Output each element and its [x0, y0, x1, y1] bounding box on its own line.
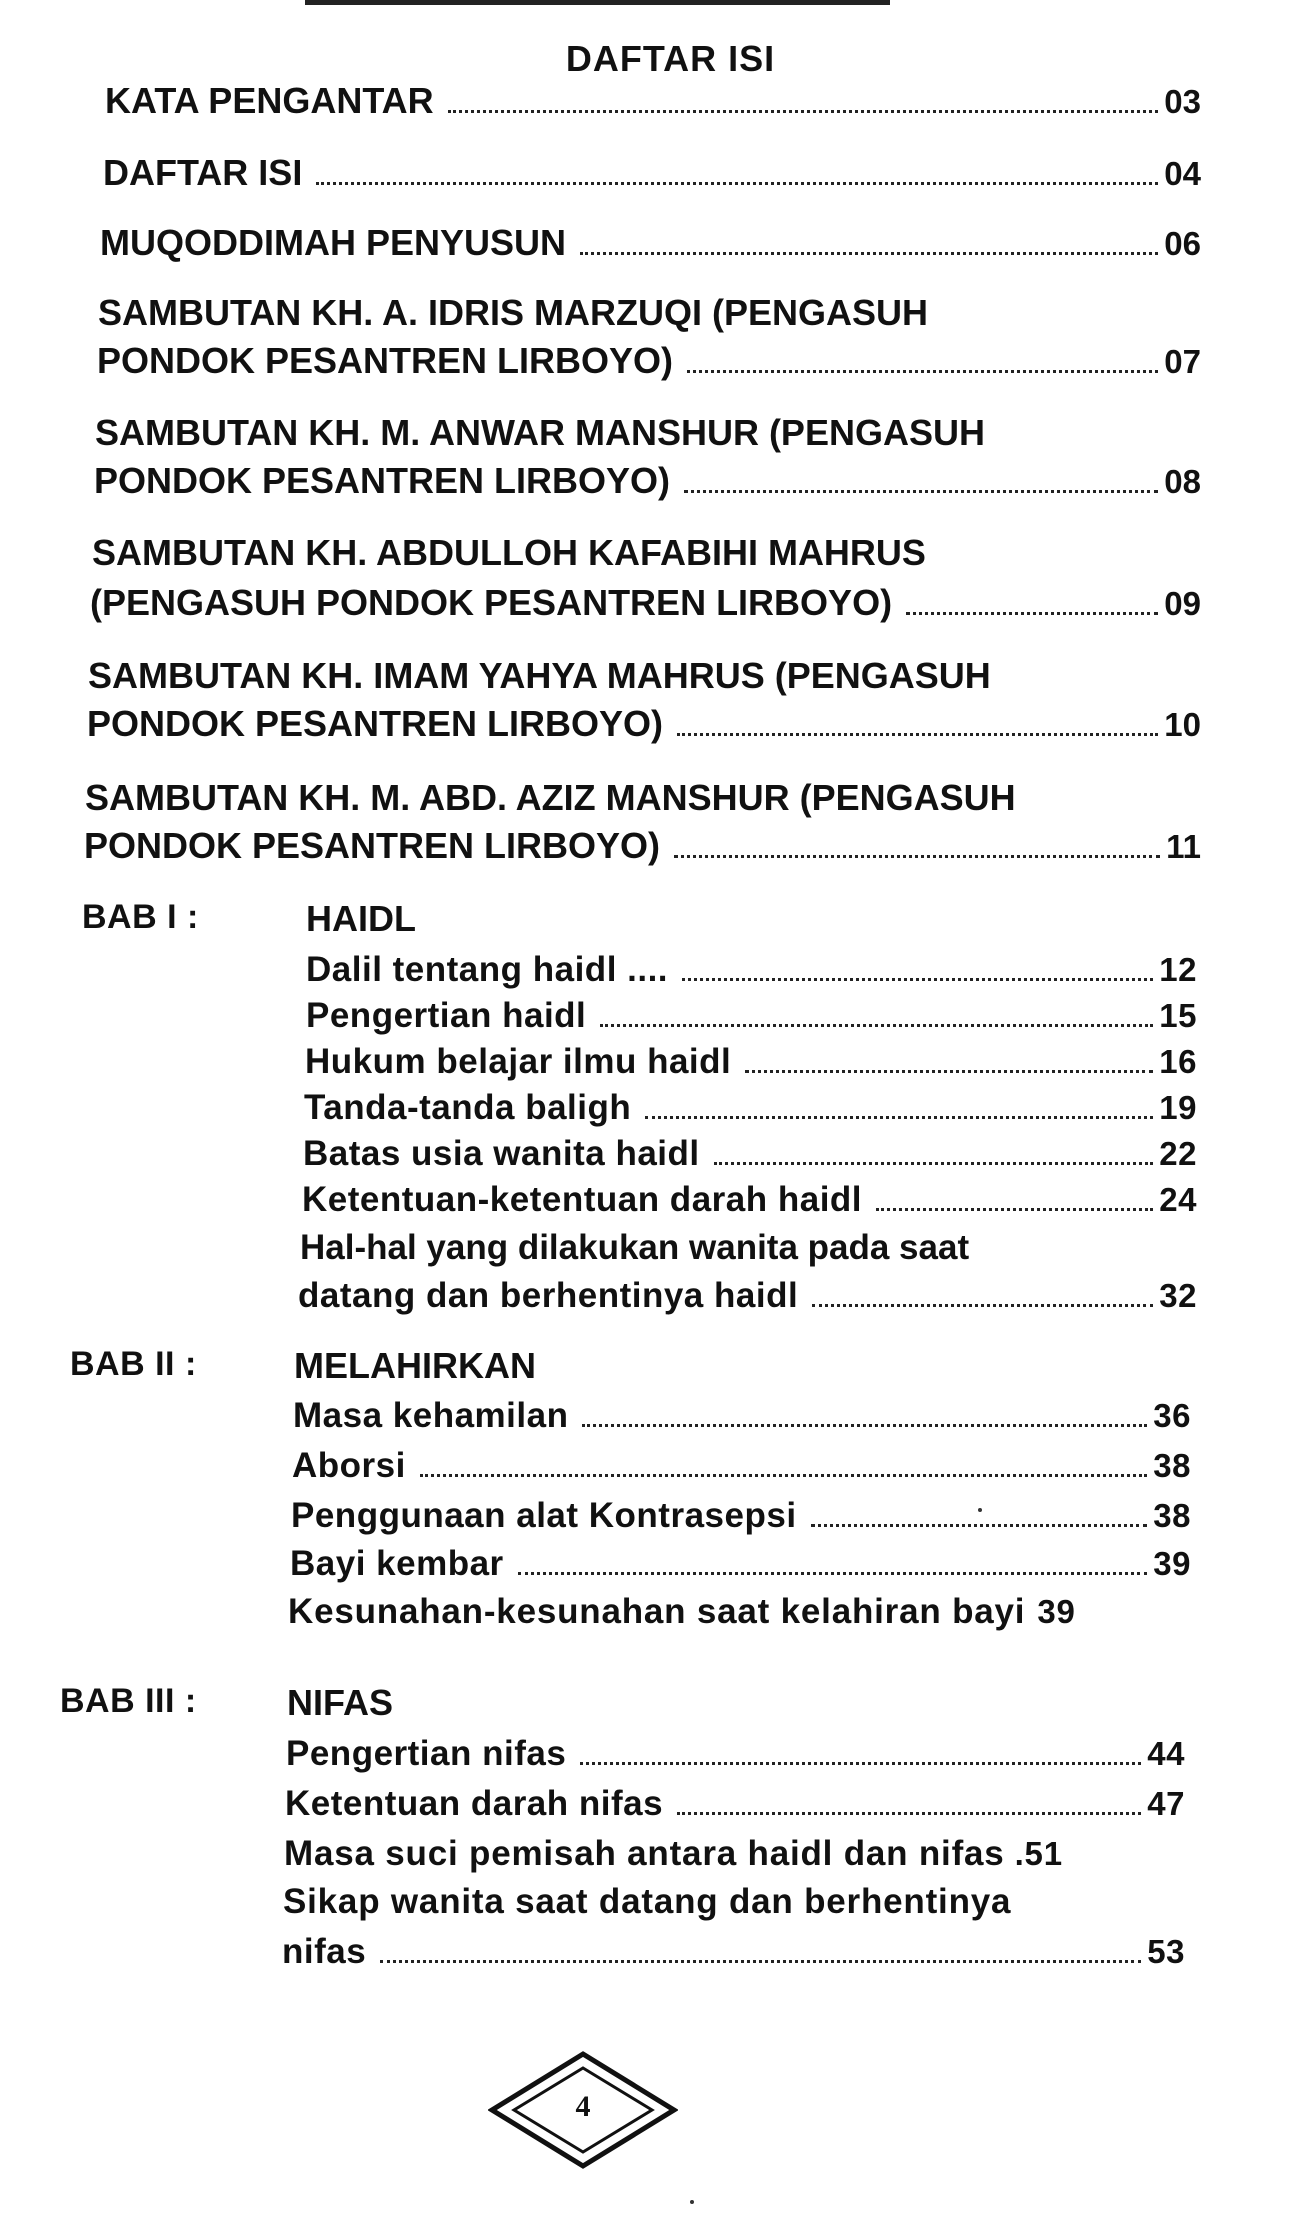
- toc-entry-label: Hukum belajar ilmu haidl: [305, 1042, 732, 1081]
- toc-entry-label: Ketentuan-ketentuan darah haidl: [302, 1180, 863, 1219]
- toc-entry-label: Pengertian nifas: [286, 1734, 567, 1773]
- leader-dots: [876, 1208, 1153, 1211]
- toc-entry-page: 04: [1164, 155, 1201, 192]
- toc-entry-label: DAFTAR ISI: [103, 152, 303, 193]
- toc-subentry: [304, 1088, 1197, 1128]
- toc-subentry: [282, 1932, 1185, 1972]
- toc-entry-page: 39: [1037, 1593, 1076, 1630]
- toc-entry-label: KATA PENGANTAR: [105, 80, 434, 121]
- toc-entry-label: Batas usia wanita haidl: [303, 1134, 700, 1173]
- leader-dots: [677, 733, 1158, 736]
- toc-entry-page: 39: [1153, 1545, 1191, 1582]
- toc-subentry: [284, 1834, 1185, 1874]
- toc-subentry: [288, 1592, 1191, 1632]
- toc-subentry-line1: Sikap wanita saat datang dan berhentinya: [283, 1882, 1012, 1921]
- toc-entry-label: datang dan berhentinya haidl: [298, 1276, 799, 1315]
- toc-entry-page: 36: [1153, 1397, 1191, 1434]
- toc-entry: [97, 340, 1201, 382]
- toc-subentry: [290, 1544, 1191, 1584]
- toc-entry-label: Bayi kembar: [290, 1544, 504, 1583]
- leader-dots: [906, 612, 1158, 615]
- toc-entry-page: 07: [1164, 343, 1201, 380]
- toc-entry: [94, 460, 1201, 502]
- toc-entry-page: 38: [1153, 1447, 1191, 1484]
- toc-entry-page: .51: [1014, 1835, 1063, 1872]
- leader-dots: [684, 490, 1158, 493]
- toc-entry-page: 11: [1166, 828, 1201, 865]
- toc-entry-label: Tanda-tanda baligh: [304, 1088, 632, 1127]
- toc-entry-page: 03: [1164, 83, 1201, 120]
- leader-dots: [600, 1024, 1153, 1027]
- toc-subentry: [293, 1396, 1191, 1436]
- toc-subentry: [286, 1734, 1185, 1774]
- toc-entry-label: PONDOK PESANTREN LIRBOYO): [87, 703, 664, 744]
- toc-entry: [103, 152, 1201, 194]
- bab-title: MELAHIRKAN: [294, 1345, 536, 1386]
- toc-entry-label: Pengertian haidl: [306, 996, 587, 1035]
- toc-entry-label: Masa kehamilan: [293, 1396, 569, 1435]
- toc-entry-page: 12: [1159, 951, 1197, 988]
- leader-dots: [645, 1116, 1153, 1119]
- toc-entry-page: 22: [1159, 1135, 1197, 1172]
- toc-entry-label: Dalil tentang haidl ....: [306, 950, 669, 989]
- page-title: DAFTAR ISI: [565, 38, 776, 79]
- toc-subentry: [298, 1276, 1197, 1316]
- toc-entry-page: 15: [1159, 997, 1197, 1034]
- toc-subentry: [291, 1496, 1191, 1536]
- page-number-ornament: [488, 2050, 678, 2170]
- top-rule: [305, 0, 890, 5]
- bab-label: BAB I :: [82, 898, 199, 936]
- toc-entry-label: Aborsi: [292, 1446, 406, 1485]
- toc-subentry: [292, 1446, 1191, 1486]
- toc-entry-label: Masa suci pemisah antara haidl dan nifas: [284, 1834, 1005, 1873]
- bab-title: HAIDL: [306, 898, 416, 939]
- toc-entry-label: PONDOK PESANTREN LIRBOYO): [94, 460, 671, 501]
- leader-dots: [745, 1070, 1153, 1073]
- toc-entry-page: 09: [1164, 585, 1201, 622]
- leader-dots: [687, 370, 1158, 373]
- toc-entry-page: 47: [1147, 1785, 1185, 1822]
- toc-entry: [105, 80, 1201, 122]
- toc-subentry-line1: Hal-hal yang dilakukan wanita pada saat: [300, 1228, 970, 1267]
- toc-entry-page: 44: [1147, 1735, 1185, 1772]
- toc-entry-line1: SAMBUTAN KH. M. ABD. AZIZ MANSHUR (PENGASUH: [85, 777, 1016, 818]
- leader-dots: [580, 252, 1158, 255]
- toc-subentry: [302, 1180, 1197, 1220]
- toc-entry-label: Ketentuan darah nifas: [285, 1784, 664, 1823]
- toc-entry-page: 32: [1159, 1277, 1197, 1314]
- toc-entry-line1: SAMBUTAN KH. A. IDRIS MARZUQI (PENGASUH: [98, 292, 928, 333]
- page-number: 4: [575, 2090, 591, 2123]
- toc-subentry: [306, 996, 1197, 1036]
- toc-entry: [100, 222, 1201, 264]
- toc-entry-page: 19: [1159, 1089, 1197, 1126]
- toc-entry-page: 38: [1153, 1497, 1191, 1534]
- toc-entry-label: MUQODDIMAH PENYUSUN: [100, 222, 567, 263]
- leader-dots: [811, 1524, 1148, 1527]
- toc-entry-line1: SAMBUTAN KH. IMAM YAHYA MAHRUS (PENGASUH: [88, 655, 991, 696]
- toc-entry-label: Kesunahan-kesunahan saat kelahiran bayi: [288, 1592, 1026, 1631]
- leader-dots: [582, 1424, 1147, 1427]
- toc-entry-page: 24: [1159, 1181, 1197, 1218]
- toc-entry-label: PONDOK PESANTREN LIRBOYO): [84, 825, 661, 866]
- leader-dots: [580, 1762, 1141, 1765]
- toc-entry-label: (PENGASUH PONDOK PESANTREN LIRBOYO): [90, 582, 893, 623]
- toc-entry-page: 10: [1164, 706, 1201, 743]
- toc-entry-label: Penggunaan alat Kontrasepsi: [291, 1496, 797, 1535]
- leader-dots: [380, 1960, 1141, 1963]
- toc-entry-page: 06: [1164, 225, 1201, 262]
- toc-entry: [84, 825, 1201, 867]
- leader-dots: [674, 855, 1160, 858]
- leader-dots: [448, 110, 1159, 113]
- bab-label: BAB II :: [70, 1345, 197, 1383]
- toc-entry-page: 08: [1164, 463, 1201, 500]
- toc-entry: [87, 703, 1201, 745]
- toc-entry-line1: SAMBUTAN KH. M. ANWAR MANSHUR (PENGASUH: [95, 412, 985, 453]
- leader-dots: [812, 1304, 1153, 1307]
- toc-entry-line1: SAMBUTAN KH. ABDULLOH KAFABIHI MAHRUS: [92, 532, 926, 573]
- leader-dots: [677, 1812, 1141, 1815]
- toc-entry-page: 16: [1159, 1043, 1197, 1080]
- toc-entry-label: nifas: [282, 1932, 367, 1971]
- toc-subentry: [305, 1042, 1197, 1082]
- toc-subentry: [306, 950, 1197, 990]
- leader-dots: [518, 1572, 1148, 1575]
- toc-entry-page: 53: [1147, 1933, 1185, 1970]
- bab-title: NIFAS: [287, 1682, 394, 1723]
- print-speck: [978, 1508, 982, 1512]
- leader-dots: [682, 978, 1153, 981]
- toc-subentry: [285, 1784, 1185, 1824]
- toc-subentry: [303, 1134, 1197, 1174]
- leader-dots: [420, 1474, 1147, 1477]
- bab-label: BAB III :: [60, 1682, 197, 1720]
- leader-dots: [714, 1162, 1154, 1165]
- leader-dots: [316, 182, 1158, 185]
- toc-entry: [90, 582, 1201, 624]
- print-speck: [690, 2200, 694, 2204]
- toc-entry-label: PONDOK PESANTREN LIRBOYO): [97, 340, 674, 381]
